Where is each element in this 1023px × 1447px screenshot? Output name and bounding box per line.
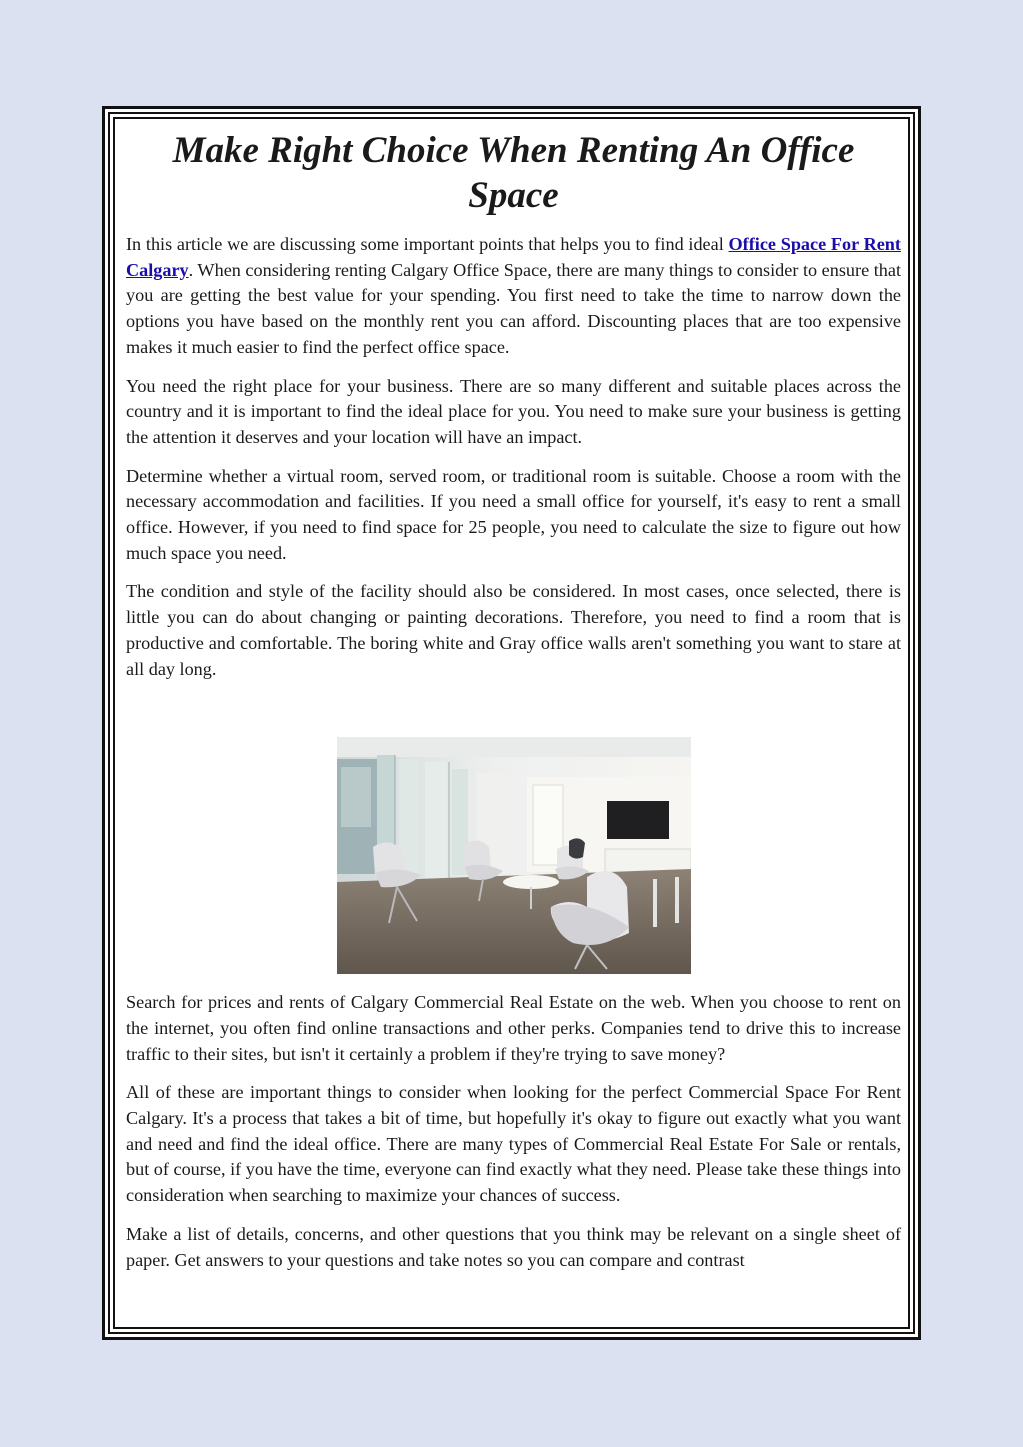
paragraph-1-text-after: . When considering renting Calgary Office Space, there are many things to consider to ensure that you are getting the best value for your spending. You first need to take the time to narrow down the options you have based on the monthly rent you can afford. Discounting places that are too expensive makes it much easier to find the perfect office space. <box>126 259 901 357</box>
paragraph-4: The condition and style of the facility should also be considered. In most cases, once selected, there is little you can do about changing or painting decorations. Therefore, you need to find a room that is productive and comfortable. The boring white and Gray office walls aren't something you want to stare at all day long. <box>126 581 901 679</box>
document-frame <box>102 106 921 1340</box>
document-title: Make Right Choice When Renting An Office Space <box>172 130 855 216</box>
paragraph-5: Search for prices and rents of Calgary Commercial Real Estate on the web. When you choose to rent on the internet, you often find online transactions and other perks. Companies tend to drive this to increase traffic to their sites, but isn't it certainly a problem if they're trying to save money? <box>126 992 901 1064</box>
paragraph-7: Make a list of details, concerns, and other questions that you think may be relevant on a single sheet of paper. Get answers to your questions and take notes so you can compare and contrast <box>126 1223 901 1270</box>
paragraph-3: Determine whether a virtual room, served room, or traditional room is suitable. Choose a room with the necessary accommodation and facilities. If you need a small office for yourself, it's easy to rent a small office. However, if you need to find space for 25 people, you need to calculate the size to figure out how much space you need. <box>126 465 901 563</box>
office-lounge-photo <box>337 737 691 974</box>
office-lounge-illustration <box>337 737 691 974</box>
paragraph-6: All of these are important things to consider when looking for the perfect Commercial Space For Rent Calgary. It's a process that takes a bit of time, but hopefully it's okay to figure out exactly what you want and need and find the ideal office. There are many types of Commercial Real Estate For Sale or rentals, but of course, if you have the time, everyone can find exactly what they need. Please take these things into consideration when searching to maximize your chances of success. <box>126 1082 901 1206</box>
paragraph-1-text-before: In this article we are discussing some important points that helps you to find ideal <box>126 234 729 254</box>
office-space-link[interactable]: Office Space For Rent Calgary <box>126 234 901 280</box>
paragraph-2: You need the right place for your business. There are so many different and suitable places across the country and it is important to find the ideal place for you. You need to make sure your business is getting the attention it deserves and your location will have an impact. <box>126 375 901 447</box>
document-content <box>126 124 901 1286</box>
paragraph-1 <box>126 232 901 361</box>
